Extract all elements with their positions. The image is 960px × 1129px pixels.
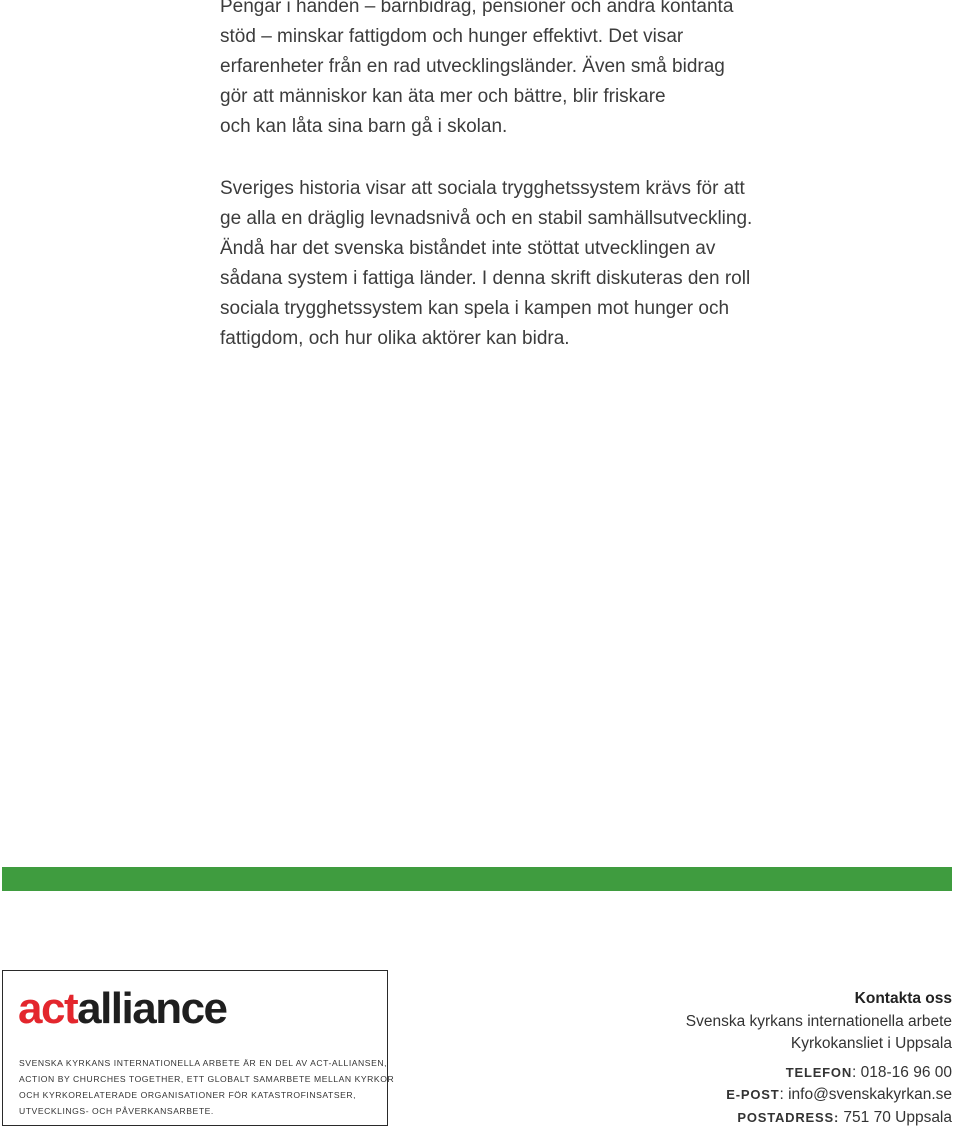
desc-line: ACTION BY CHURCHES TOGETHER, ETT GLOBALT SAMARBETE MELLAN KYRKOR xyxy=(19,1071,383,1087)
green-divider-bar xyxy=(2,867,952,891)
text-line: och kan låta sina barn gå i skolan. xyxy=(220,112,780,142)
contact-title: Kontakta oss xyxy=(592,988,952,1011)
email-label: E-POST xyxy=(726,1087,779,1102)
phone-label: TELEFON xyxy=(786,1065,852,1080)
text-line: ge alla en dräglig levnadsnivå och en stabil samhällsutveckling. xyxy=(220,204,780,234)
contact-email-line xyxy=(592,1084,952,1107)
contact-org: Svenska kyrkans internationella arbete xyxy=(592,1011,952,1034)
text-line: stöd – minskar fattigdom och hunger effektivt. Det visar xyxy=(220,22,780,52)
contact-block xyxy=(592,988,952,1129)
text-line: gör att människor kan äta mer och bättre, blir friskare xyxy=(220,82,780,112)
act-description xyxy=(19,1055,383,1119)
logo-alliance-text: alliance xyxy=(77,984,226,1033)
email-address[interactable]: : info@svenskakyrkan.se xyxy=(779,1086,952,1103)
phone-number[interactable]: : 018-16 96 00 xyxy=(852,1064,952,1081)
text-line: sociala trygghetssystem kan spela i kampen mot hunger och xyxy=(220,294,780,324)
text-line: Sveriges historia visar att sociala trygghetssystem krävs för att xyxy=(220,174,780,204)
contact-phone-line xyxy=(592,1062,952,1085)
intro-paragraph xyxy=(220,0,780,142)
address-label: POSTADRESS: xyxy=(737,1110,839,1125)
act-alliance-logo xyxy=(18,987,227,1031)
desc-line: OCH KYRKORELATERADE ORGANISATIONER FÖR KATASTROFINSATSER, xyxy=(19,1087,383,1103)
postal-address: 751 70 Uppsala xyxy=(839,1109,952,1126)
text-line: sådana system i fattiga länder. I denna skrift diskuteras den roll xyxy=(220,264,780,294)
history-paragraph xyxy=(220,174,780,354)
act-alliance-box xyxy=(2,970,388,1126)
contact-office: Kyrkokansliet i Uppsala xyxy=(592,1033,952,1056)
text-line: erfarenheter från en rad utvecklingsländer. Även små bidrag xyxy=(220,52,780,82)
desc-line: UTVECKLINGS- OCH PÅVERKANSARBETE. xyxy=(19,1103,383,1119)
text-line: fattigdom, och hur olika aktörer kan bidra. xyxy=(220,324,780,354)
contact-address-line xyxy=(592,1107,952,1129)
text-line: Pengar i handen – barnbidrag, pensioner och andra kontanta xyxy=(220,0,780,22)
logo-act-text: act xyxy=(18,984,77,1033)
desc-line: SVENSKA KYRKANS INTERNATIONELLA ARBETE ÄR EN DEL AV ACT-ALLIANSEN, xyxy=(19,1055,383,1071)
text-line: Ändå har det svenska biståndet inte stöttat utvecklingen av xyxy=(220,234,780,264)
